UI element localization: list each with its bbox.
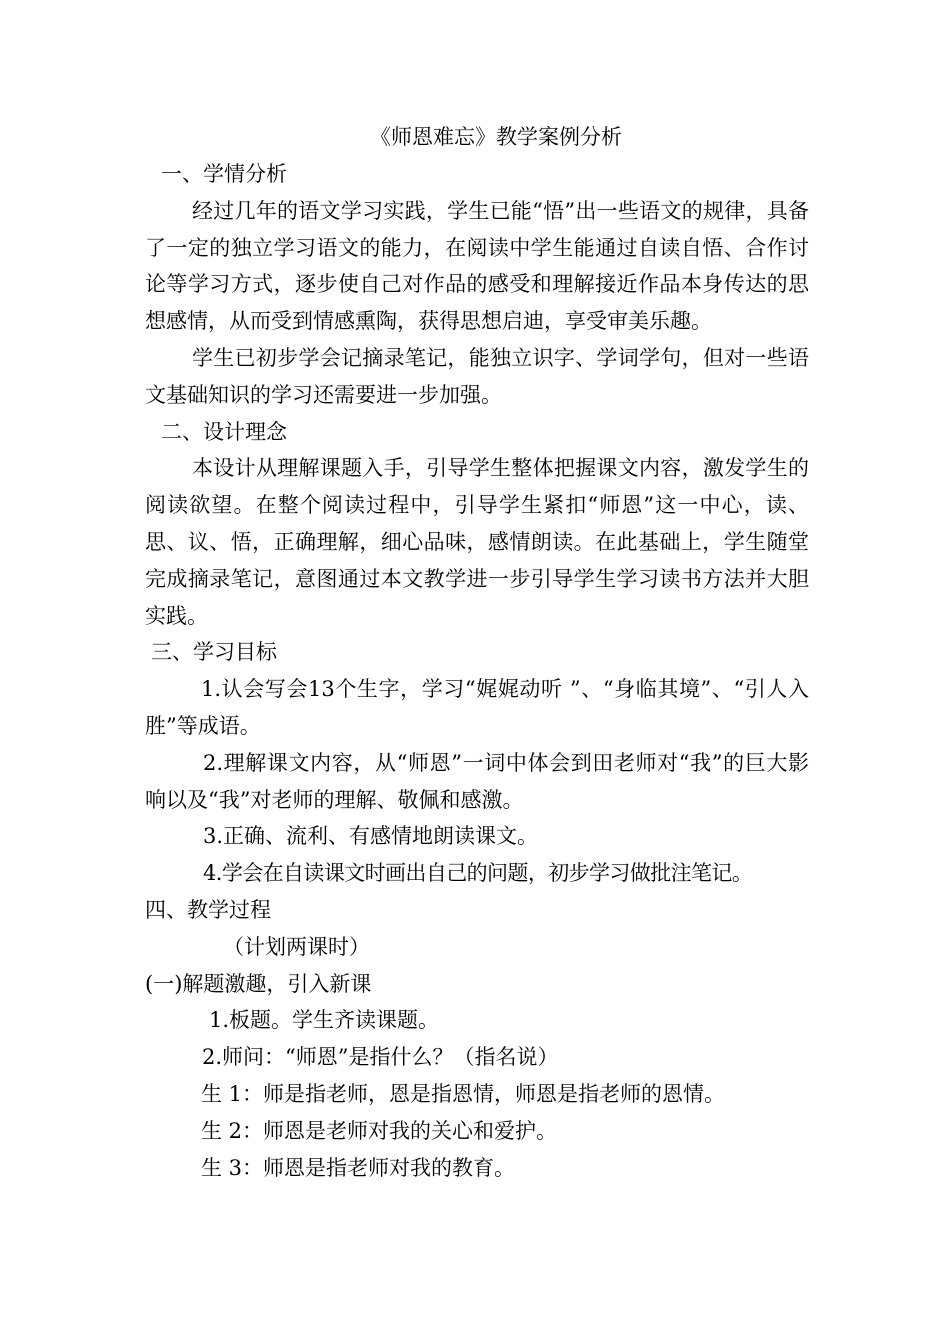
paragraph-learning-analysis-2: 学生已初步学会记摘录笔记，能独立识字、学词学句，但对一些语文基础知识的学习还需要进一步加强。 bbox=[145, 345, 809, 407]
process-item-1: 1.板题。学生齐读课题。 bbox=[209, 1008, 440, 1033]
section-heading-teaching-process: 四、教学过程 bbox=[145, 897, 271, 922]
section-heading-learning-analysis: 一、学情分析 bbox=[161, 162, 287, 186]
goal-item-3: 3.正确、流利、有感情地朗读课文。 bbox=[203, 824, 539, 849]
document-body bbox=[145, 156, 809, 1186]
section-heading-learning-goals: 三、学习目标 bbox=[151, 640, 277, 665]
goal-item-2: 2.理解课文内容，从“师恩”一词中体会到田老师对“我”的巨大影响以及“我”对老师的理解、敬佩和感激。 bbox=[145, 750, 809, 812]
goal-item-1: 1.认会写会13个生字，学习“娓娓动听 ”、“身临其境”、“引人入胜”等成语。 bbox=[145, 677, 809, 738]
paragraph-design-concept: 本设计从理解课题入手，引导学生整体把握课文内容，激发学生的阅读欲望。在整个阅读过程中，引导学生紧扣“师恩”这一中心，读、思、议、悟，正确理解，细心品味，感情朗读。在此基础上，学生随堂完成摘录笔记，意图通过本文教学进一步引导学生学习读书方法并大胆实践。 bbox=[145, 456, 809, 628]
student-answer-1: 生 1：师是指老师，恩是指恩情，师恩是指老师的恩情。 bbox=[201, 1081, 726, 1106]
goal-item-4: 4.学会在自读课文时画出自己的问题，初步学习做批注笔记。 bbox=[203, 861, 753, 886]
document-title: 《师恩难忘》教学案例分析 bbox=[370, 125, 622, 149]
step-heading-1: (一)解题激趣，引入新课 bbox=[145, 971, 372, 996]
lesson-plan-note: （计划两课时） bbox=[223, 934, 370, 959]
process-item-2: 2.师问：“师恩”是指什么？（指名说） bbox=[202, 1045, 559, 1070]
student-answer-2: 生 2：师恩是老师对我的关心和爱护。 bbox=[201, 1118, 558, 1143]
paragraph-learning-analysis-1: 经过几年的语文学习实践，学生已能“悟”出一些语文的规律，具备了一定的独立学习语文的能力，在阅读中学生能通过自读自悟、合作讨论等学习方式，逐步使自己对作品的感受和理解接近作品本身传达的思想感情，从而受到情感熏陶，获得思想启迪，享受审美乐趣。 bbox=[145, 198, 809, 334]
student-answer-3: 生 3：师恩是指老师对我的教育。 bbox=[201, 1155, 516, 1180]
section-heading-design-concept: 二、设计理念 bbox=[161, 419, 287, 444]
